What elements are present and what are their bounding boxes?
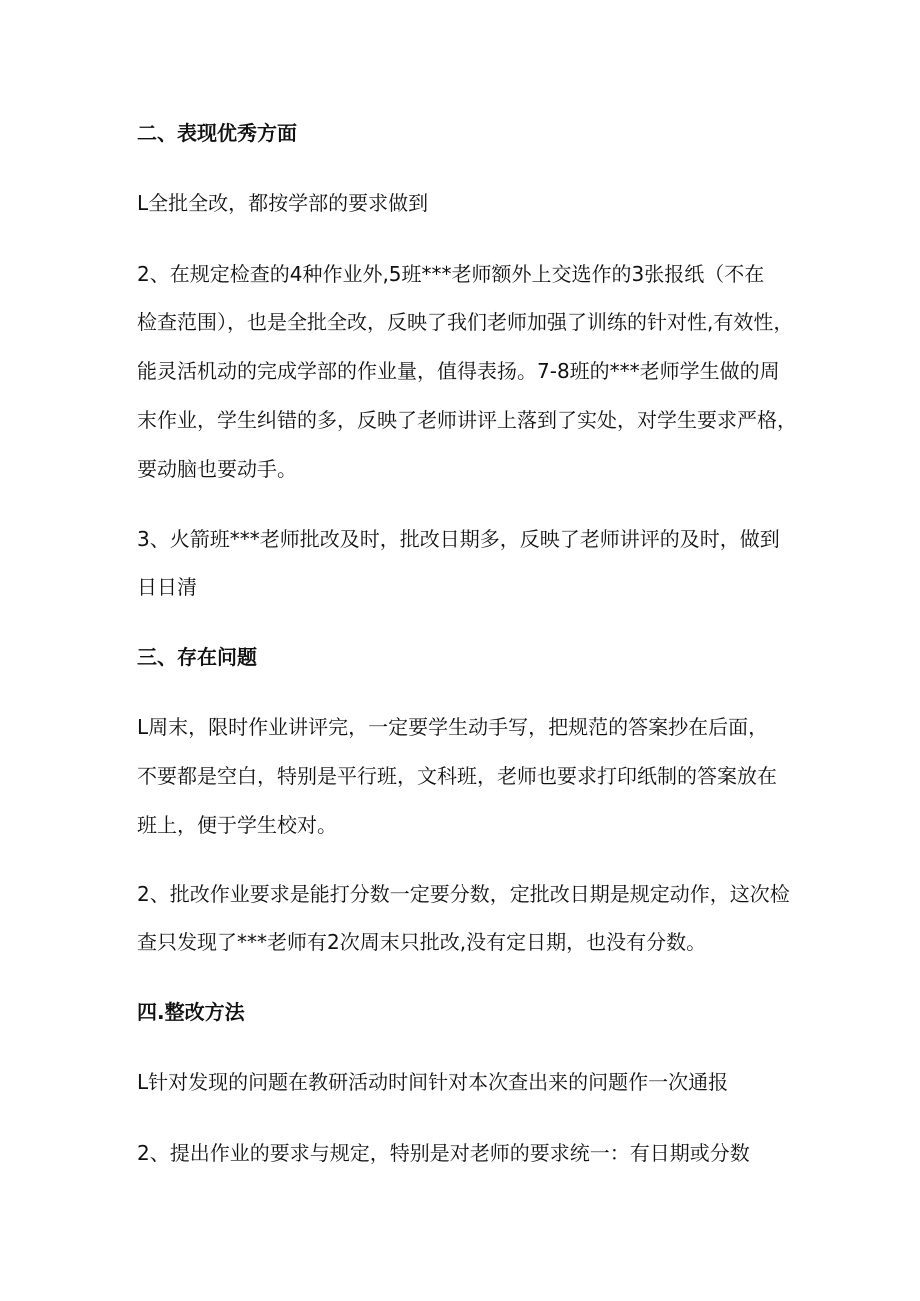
section-heading-problems: 三、存在问题 — [137, 645, 257, 669]
paragraph-problems-2-line-2: 查只发现了***老师有2次周末只批改,没有定日期，也没有分数。 — [137, 930, 707, 954]
section-heading-excellent: 二、表现优秀方面 — [137, 121, 297, 145]
paragraph-excellent-3-line-1: 3、火箭班***老师批改及时，批改日期多，反映了老师讲评的及时，做到 — [137, 527, 780, 551]
paragraph-excellent-1: L全批全改，都按学部的要求做到 — [137, 191, 429, 215]
paragraph-excellent-2-line-5: 要动脑也要动手。 — [137, 457, 297, 481]
paragraph-excellent-2-line-4: 末作业，学生纠错的多，反映了老师讲评上落到了实处，对学生要求严格， — [137, 408, 797, 432]
paragraph-problems-2-line-1: 2、批改作业要求是能打分数一定要分数，定批改日期是规定动作，这次检 — [137, 882, 790, 906]
paragraph-excellent-2-line-2: 检查范围），也是全批全改，反映了我们老师加强了训练的针对性,有效性， — [137, 310, 794, 334]
paragraph-rectification-1: L针对发现的问题在教研活动时间针对本次查出来的问题作一次通报 — [137, 1070, 729, 1094]
paragraph-excellent-2-line-1: 2、在规定检查的4种作业外,5班***老师额外上交选作的3张报纸（不在 — [137, 262, 765, 286]
paragraph-excellent-2-line-3: 能灵活机动的完成学部的作业量，值得表扬。7-8班的***老师学生做的周 — [137, 359, 780, 383]
paragraph-rectification-2: 2、提出作业的要求与规定，特别是对老师的要求统一：有日期或分数 — [137, 1141, 750, 1165]
paragraph-problems-1-line-3: 班上，便于学生校对。 — [137, 813, 337, 837]
paragraph-problems-1-line-2: 不要都是空白，特别是平行班，文科班，老师也要求打印纸制的答案放在 — [137, 764, 777, 788]
paragraph-excellent-3-line-2: 日日清 — [137, 575, 197, 599]
section-heading-rectification: 四.整改方法 — [137, 1000, 245, 1024]
paragraph-problems-1-line-1: L周末，限时作业讲评完，一定要学生动手写，把规范的答案抄在后面， — [137, 715, 769, 739]
